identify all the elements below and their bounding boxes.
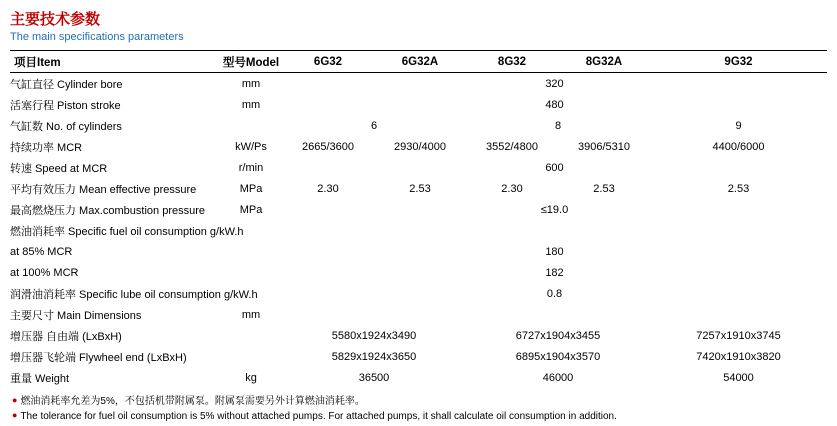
row-label: 燃油消耗率 Specific fuel oil consumption g/kW.h: [10, 225, 244, 238]
row-unit: r/min: [238, 161, 264, 174]
column-header-6g32a: 6G32A: [401, 55, 439, 68]
row-unit: [220, 346, 282, 367]
table-row: [10, 304, 827, 325]
footnote-en-text: The tolerance for fuel oil consumption is 5% without attached pumps. For attached pumps, it shall calculate oil consumption in addition.: [20, 411, 617, 422]
row-value: ≤19.0: [540, 203, 569, 216]
table-row: [10, 199, 827, 220]
page-title-en: The main specifications parameters: [10, 31, 184, 43]
footnote-cn-text: 燃油消耗率允差为5%，不包括机带附属泵。附属泵需要另外计算燃油消耗率。: [20, 396, 365, 407]
table-row: [10, 325, 827, 346]
table-row: [10, 178, 827, 199]
row-label: 气缸直径 Cylinder bore: [10, 78, 123, 91]
column-header-model: 型号Model: [222, 56, 280, 69]
column-header-item: 项目Item: [14, 56, 61, 69]
row-unit: kW/Ps: [235, 140, 267, 153]
row-value: 3552/4800: [486, 140, 538, 153]
column-header-8g32: 8G32: [497, 55, 527, 68]
specifications-table: [10, 50, 827, 388]
column-header-6g32: 6G32: [313, 55, 343, 68]
table-row: [10, 367, 827, 388]
row-unit: MPa: [239, 182, 263, 195]
row-value: 600: [545, 161, 564, 174]
row-value: 320: [545, 77, 564, 90]
row-value: 46000: [542, 371, 574, 384]
row-label: 平均有效压力 Mean effective pressure: [10, 183, 197, 196]
row-unit: [220, 325, 282, 346]
row-label: 最高燃烧压力 Max.combustion pressure: [10, 204, 205, 217]
table-row: [10, 157, 827, 178]
row-value: 5580x1924x3490: [331, 329, 417, 342]
row-unit: [220, 262, 282, 283]
row-value: 6895x1904x3570: [515, 350, 601, 363]
page-title-cn: 主要技术参数: [10, 11, 101, 28]
table-row: [10, 136, 827, 157]
column-header-9g32: 9G32: [724, 55, 753, 68]
row-unit: MPa: [239, 203, 263, 216]
row-value: 2.53: [409, 182, 431, 195]
row-value: 7420x1910x3820: [696, 350, 781, 363]
footnotes: [10, 394, 827, 424]
row-value: 3906/5310: [578, 140, 630, 153]
row-value: 2.30: [317, 182, 339, 195]
row-value: 7257x1910x3745: [696, 329, 781, 342]
row-value: 2.53: [593, 182, 615, 195]
table-row: [10, 262, 827, 283]
row-unit: mm: [241, 98, 261, 111]
table-header: [10, 51, 827, 73]
table-row: [10, 73, 827, 95]
row-label: 重量 Weight: [10, 372, 70, 385]
footnote-cn: [10, 394, 827, 409]
bullet-icon: ●: [12, 395, 18, 405]
row-label: at 85% MCR: [10, 245, 73, 258]
table-body: [10, 73, 827, 389]
row-unit: mm: [241, 308, 261, 321]
row-value: 6: [370, 119, 378, 132]
row-label: 活塞行程 Piston stroke: [10, 99, 121, 112]
row-value: 2665/3600: [302, 140, 354, 153]
row-value: 2930/4000: [394, 140, 446, 153]
row-value: 2.30: [501, 182, 523, 195]
row-label: 转速 Speed at MCR: [10, 162, 108, 175]
row-value: 5829x1924x3650: [331, 350, 417, 363]
row-value: 6727x1904x3455: [515, 329, 601, 342]
row-label: 持续功率 MCR: [10, 141, 83, 154]
table-row: [10, 94, 827, 115]
row-value: [282, 304, 827, 325]
table-row: [10, 241, 827, 262]
column-header-8g32a: 8G32A: [585, 55, 623, 68]
row-value: 2.53: [727, 182, 750, 195]
row-value: 480: [545, 98, 564, 111]
row-value: 180: [545, 245, 564, 258]
row-label: at 100% MCR: [10, 266, 79, 279]
row-unit: mm: [241, 77, 261, 90]
row-label: 增压器 自由端 (LxBxH): [10, 330, 122, 343]
row-value: 182: [545, 266, 564, 279]
row-value: 8: [554, 119, 562, 132]
row-value: 0.8: [546, 287, 563, 300]
row-unit: [220, 241, 282, 262]
table-header-row: [10, 51, 827, 73]
row-unit: [220, 115, 282, 136]
table-row: [10, 115, 827, 136]
row-value: 9: [735, 119, 742, 132]
row-label: 主要尺寸 Main Dimensions: [10, 309, 142, 322]
table-row: [10, 220, 827, 241]
row-value: 54000: [723, 371, 754, 384]
footnote-en: [10, 409, 827, 424]
row-value: 36500: [358, 371, 390, 384]
row-value: [282, 220, 827, 241]
table-row: [10, 346, 827, 367]
table-row: [10, 283, 827, 304]
row-label: 增压器飞轮端 Flywheel end (LxBxH): [10, 351, 187, 364]
bullet-icon: ●: [12, 410, 18, 420]
row-unit: kg: [245, 371, 257, 384]
row-label: 润滑油消耗率 Specific lube oil consumption g/kW.h: [10, 288, 258, 301]
row-label: 气缸数 No. of cylinders: [10, 120, 122, 133]
row-value: 4400/6000: [712, 140, 765, 153]
